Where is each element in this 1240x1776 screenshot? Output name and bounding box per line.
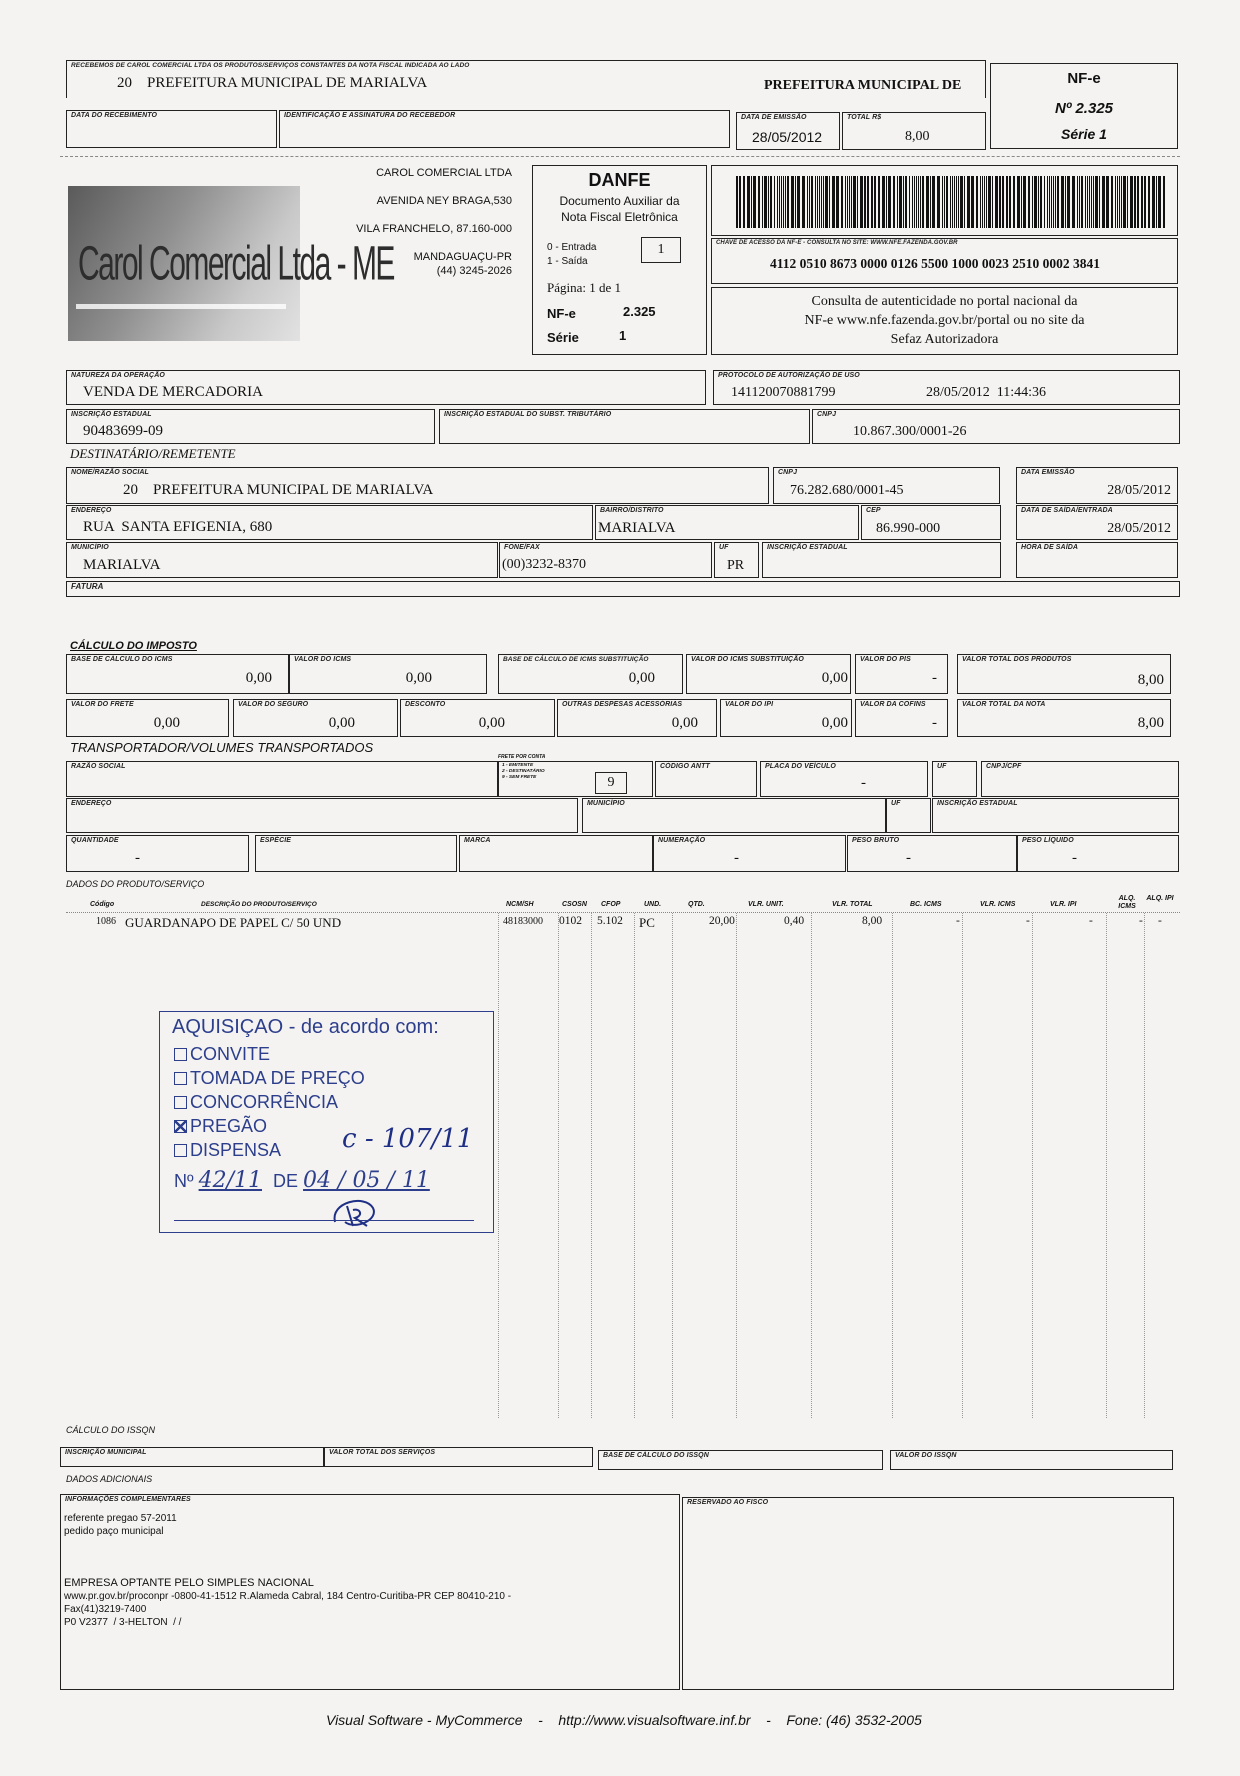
stamp-option-convite: CONVITE <box>174 1044 270 1065</box>
issuer-phone: (44) 3245-2026 <box>436 265 512 277</box>
vehicle-plate: - <box>861 775 866 791</box>
icms-st: 0,00 <box>821 670 848 686</box>
protocol-number: 141120070881799 <box>731 385 836 400</box>
recipient-exit-date-box: DATA DE SAÍDA/ENTRADA 28/05/2012 <box>1016 505 1178 540</box>
brand-box: MARCA <box>459 835 653 872</box>
receipt-date-box: DATA DO RECEBIMENTO <box>66 110 277 148</box>
col-total: VLR. TOTAL <box>832 901 873 908</box>
col-qty: QTD. <box>688 901 705 908</box>
authenticity-box: Consulta de autenticidade no portal nacional da NF-e www.nfe.fazenda.gov.br/portal ou no site da Sefaz Autorizadora <box>711 287 1178 355</box>
col-ipi: VLR. IPI <box>1050 901 1077 908</box>
products-table <box>66 895 1180 1425</box>
services-total-box: VALOR TOTAL DOS SERVIÇOS <box>324 1447 593 1467</box>
item-aliq-icms: - <box>1139 915 1143 927</box>
recipient-cnpj-box: CNPJ 76.282.680/0001-45 <box>773 467 1000 504</box>
state-registration: 90483699-09 <box>83 423 163 439</box>
icms-st-box: VALOR DO ICMS SUBSTITUIÇÃO 0,00 <box>686 654 851 694</box>
company-logo-text: Carol Comercial Ltda - ME <box>78 238 394 291</box>
receipt-emission-date: 28/05/2012 <box>752 129 823 145</box>
issqn-base-box: BASE DE CÁLCULO DO ISSQN <box>598 1450 883 1470</box>
stamp-option-pregao: PREGÃO <box>174 1116 267 1137</box>
danfe-title: DANFE <box>588 170 651 190</box>
receipt-nfe-box <box>990 63 1178 149</box>
freight-payer: FRETE POR CONTA 1 - EMITENTE 2 - DESTINATÁRIO 9 - SEM FRETE 9 <box>498 754 653 797</box>
receipt-nfe-number: Nº 2.325 <box>1054 100 1113 117</box>
gross-weight-box: PESO BRUTO - <box>847 835 1017 872</box>
receipt-total-box: TOTAL R$ 8,00 <box>842 112 986 150</box>
barcode-icon <box>736 176 1196 228</box>
net-weight: - <box>1072 850 1077 866</box>
tax-section-title: CÁLCULO DO IMPOSTO <box>70 640 197 652</box>
transport-section-title: TRANSPORTADOR/VOLUMES TRANSPORTADOS <box>70 740 374 755</box>
receipt-signature-box: IDENTIFICAÇÃO E ASSINATURA DO RECEBEDOR <box>279 110 730 148</box>
recipient-uf: PR <box>727 558 745 573</box>
recipient-name: 20 PREFEITURA MUNICIPAL DE MARIALVA <box>123 482 434 498</box>
numbering-box: NUMERAÇÃO - <box>653 835 846 872</box>
col-bc-icms: BC. ICMS <box>910 901 942 908</box>
item-ncm: 48183000 <box>503 916 543 927</box>
issuer-info <box>312 166 512 278</box>
freight-payer-value: 9 <box>595 772 627 794</box>
receipt-recipient: 20 PREFEITURA MUNICIPAL DE MARIALVA <box>117 75 428 91</box>
protocol-date: 28/05/2012 11:44:36 <box>926 385 1047 400</box>
antt-box: CÓDIGO ANTT <box>655 761 757 797</box>
footer-software: Visual Software - MyCommerce <box>325 1712 523 1728</box>
bc-st-box: BASE DE CÁLCULO DE ICMS SUBSTITUIÇÃO 0,00 <box>498 654 683 694</box>
danfe-box <box>532 165 707 355</box>
item-unit: PC <box>639 915 655 930</box>
bc-icms: 0,00 <box>245 670 272 686</box>
cofins-box: VALOR DA COFINS - <box>855 699 948 737</box>
products-total: 8,00 <box>1137 672 1164 688</box>
stamp-title: AQUISIÇAO - de acordo com: <box>172 1016 439 1038</box>
danfe-subtitle-2: Nota Fiscal Eletrônica <box>561 210 678 224</box>
carrier-name-box: RAZÃO SOCIAL <box>66 761 498 797</box>
recipient-district: MARIALVA <box>598 520 676 536</box>
info-line: EMPRESA OPTANTE PELO SIMPLES NACIONAL <box>64 1577 314 1589</box>
discount-value: 0,00 <box>478 715 505 731</box>
stamp-date: 04 / 05 / 11 <box>303 1168 430 1193</box>
item-ipi: - <box>1089 915 1093 927</box>
recipient-address-box: ENDEREÇO RUA SANTA EFIGENIA, 680 <box>66 505 593 540</box>
danfe-series-label: Série <box>547 330 579 345</box>
invoice-box: FATURA <box>66 581 1180 597</box>
recipient-uf-box: UF PR <box>714 542 759 578</box>
logo-underline <box>76 304 286 309</box>
complementary-info-box: INFORMAÇÕES COMPLEMENTARES referente pregao 57-2011 pedido paço municipal EMPRESA OPTANTE PELO SIMPLES NACIONAL www.pr.gov.br/proconpr -0800-41-1512 R.Alameda Cabral, 184 Centro-Curitiba-PR CEP 80410-210 - Fax(41)3219-7400 P0 V2377 / 3-HELTON / / <box>60 1494 680 1690</box>
stamp-option-concorrencia: CONCORRÊNCIA <box>174 1092 338 1113</box>
recipient-phone: (00)3232-8370 <box>502 557 586 572</box>
item-cfop: 5.102 <box>597 915 623 927</box>
other-expenses-box: OUTRAS DESPESAS ACESSÓRIAS 0,00 <box>557 699 717 737</box>
danfe-saida: 1 - Saída <box>547 256 588 267</box>
recipient-exit-time-box: HORA DE SAÍDA <box>1016 542 1178 578</box>
procurement-stamp <box>159 1011 494 1233</box>
danfe-type-box: 1 <box>641 237 681 263</box>
recipient-district-box: BAIRRO/DISTRITO MARIALVA <box>595 505 859 540</box>
issuer-cnpj-box: CNPJ 10.867.300/0001-26 <box>812 409 1180 444</box>
col-aliq-ipi: ALQ. IPI <box>1146 895 1174 902</box>
convite-checkbox <box>174 1048 187 1061</box>
info-line: referente pregao 57-2011 <box>64 1513 177 1524</box>
danfe-nfe-label: NF-e <box>547 306 576 321</box>
operation-nature: VENDA DE MERCADORIA <box>83 384 263 400</box>
stamp-option-tomada: TOMADA DE PREÇO <box>174 1068 365 1089</box>
ipi-box: VALOR DO IPI 0,00 <box>720 699 852 737</box>
item-total: 8,00 <box>862 915 883 927</box>
receipt-emission-date-box: DATA DE EMISSÃO 28/05/2012 <box>736 112 840 150</box>
discount-box: DESCONTO 0,00 <box>400 699 555 737</box>
pis-value: - <box>932 670 937 686</box>
stamp-number: 42/11 <box>198 1168 262 1193</box>
protocol-box: PROTOCOLO DE AUTORIZAÇÃO DE USO 141120070881799 28/05/2012 11:44:36 <box>713 370 1180 405</box>
stamp-handwritten-ref: c - 107/11 <box>342 1124 474 1154</box>
receipt-short-destination: PREFEITURA MUNICIPAL DE <box>764 78 962 93</box>
freight-value: 0,00 <box>153 715 180 731</box>
col-csosn: CSOSN <box>562 901 587 908</box>
item-bc-icms: - <box>956 915 960 927</box>
col-description: DESCRIÇÃO DO PRODUTO/SERVIÇO <box>201 901 317 908</box>
issuer-district: VILA FRANCHELO, 87.160-000 <box>356 223 512 235</box>
complementary-info-text <box>64 1512 511 1629</box>
item-description: GUARDANAPO DE PAPEL C/ 50 UND <box>125 915 342 930</box>
receipt-nfe-label: NF-e <box>1067 70 1101 87</box>
volume-numbering: - <box>734 850 739 866</box>
issuer-city: MANDAGUAÇU-PR <box>413 251 512 263</box>
additional-section-title: DADOS ADICIONAIS <box>66 1474 153 1484</box>
col-cfop: CFOP <box>601 901 621 908</box>
col-code: Código <box>90 901 115 908</box>
invoice-total-box: VALOR TOTAL DA NOTA 8,00 <box>957 699 1171 737</box>
tax-office-reserved-box: RESERVADO AO FISCO <box>682 1497 1174 1690</box>
gross-weight: - <box>906 850 911 866</box>
item-code: 1086 <box>96 916 116 927</box>
info-line: P0 V2377 / 3-HELTON / / <box>64 1617 182 1628</box>
danfe-entrada: 0 - Entrada <box>547 242 597 253</box>
icms-box: VALOR DO ICMS 0,00 <box>289 654 487 694</box>
state-registration-box: INSCRIÇÃO ESTADUAL 90483699-09 <box>66 409 435 444</box>
info-line: pedido paço municipal <box>64 1526 164 1537</box>
col-unit: UND. <box>644 901 662 908</box>
access-key: 4112 0510 8673 0000 0126 5500 1000 0023 2510 0002 3841 <box>770 256 1101 271</box>
recipient-cep-box: CEP 86.990-000 <box>861 505 1001 540</box>
cut-line <box>60 156 1180 157</box>
col-icms: VLR. ICMS <box>980 901 1016 908</box>
bc-st: 0,00 <box>628 670 655 686</box>
recipient-cep: 86.990-000 <box>876 521 941 536</box>
footer: Visual Software - MyCommerce - http://www.visualsoftware.inf.br - Fone: (46) 3532-2005 <box>325 1712 922 1728</box>
table-header-rule <box>66 912 1180 913</box>
recipient-ie-box: INSCRIÇÃO ESTADUAL <box>762 542 1001 578</box>
item-csosn: 0102 <box>559 915 582 927</box>
quantity-box: QUANTIDADE - <box>66 835 249 872</box>
recipient-address: RUA SANTA EFIGENIA, 680 <box>83 519 273 535</box>
col-aliq-icms: ALQ. ICMS <box>1118 895 1136 910</box>
products-section-title: DADOS DO PRODUTO/SERVIÇO <box>66 879 205 889</box>
icms-value: 0,00 <box>405 670 432 686</box>
footer-url: http://www.visualsoftware.inf.br <box>558 1712 751 1728</box>
municipal-registration-box: INSCRIÇÃO MUNICIPAL <box>60 1447 324 1467</box>
info-line: www.pr.gov.br/proconpr -0800-41-1512 R.Alameda Cabral, 184 Centro-Curitiba-PR CEP 80410-210 - <box>64 1591 512 1602</box>
info-line: Fax(41)3219-7400 <box>64 1604 147 1615</box>
recipient-city: MARIALVA <box>83 557 161 573</box>
st-registration-box: INSCRIÇÃO ESTADUAL DO SUBST. TRIBUTÁRIO <box>439 409 810 444</box>
col-ncm: NCM/SH <box>506 901 534 908</box>
signature-icon <box>325 1192 385 1232</box>
issuer-name: CAROL COMERCIAL LTDA <box>376 167 512 179</box>
danfe-subtitle-1: Documento Auxiliar da <box>559 194 680 208</box>
species-box: ESPÉCIE <box>255 835 457 872</box>
net-weight-box: PESO LÍQUIDO - <box>1017 835 1179 872</box>
carrier-cnpj-box: CNPJ/CPF <box>981 761 1179 797</box>
carrier-address-box: ENDEREÇO <box>66 798 578 833</box>
invoice-total: 8,00 <box>1137 715 1164 731</box>
tomada-checkbox <box>174 1072 187 1085</box>
receipt-stub <box>66 60 986 98</box>
recipient-name-box: NOME/RAZÃO SOCIAL 20 PREFEITURA MUNICIPAL DE MARIALVA <box>66 467 769 504</box>
stamp-number-line: Nº 42/11 DE 04 / 05 / 11 <box>174 1168 430 1193</box>
carrier-ie-box: INSCRIÇÃO ESTADUAL <box>932 798 1179 833</box>
company-logo <box>68 186 394 341</box>
insurance-box: VALOR DO SEGURO 0,00 <box>233 699 398 737</box>
products-total-box: VALOR TOTAL DOS PRODUTOS 8,00 <box>957 654 1171 694</box>
carrier-uf2-box: UF <box>886 798 931 833</box>
recipient-section-title: DESTINATÁRIO/REMETENTE <box>70 446 236 461</box>
item-icms: - <box>1026 915 1030 927</box>
recipient-phone-box: FONE/FAX (00)3232-8370 <box>499 542 712 578</box>
recipient-exit-date: 28/05/2012 <box>1107 521 1171 536</box>
recipient-city-box: MUNICÍPIO MARIALVA <box>66 542 498 578</box>
concorrencia-checkbox <box>174 1096 187 1109</box>
issqn-value-box: VALOR DO ISSQN <box>890 1450 1173 1470</box>
access-key-box: CHAVE DE ACESSO DA NF-E - CONSULTA NO SITE: WWW.NFE.FAZENDA.GOV.BR 4112 0510 8673 0000 0126 5500 1000 0023 2510 0002 3841 <box>711 238 1178 284</box>
cofins-value: - <box>932 715 937 731</box>
carrier-city-box: MUNICÍPIO <box>582 798 886 833</box>
issqn-section-title: CÁLCULO DO ISSQN <box>66 1425 156 1435</box>
danfe-series-number: 1 <box>619 328 627 343</box>
issuer-address: AVENIDA NEY BRAGA,530 <box>376 195 512 207</box>
danfe-page: Página: 1 de 1 <box>547 280 622 295</box>
vehicle-plate-box: PLACA DO VEÍCULO - <box>760 761 928 797</box>
insurance-value: 0,00 <box>328 715 355 731</box>
dispensa-checkbox <box>174 1144 187 1157</box>
freight-box: VALOR DO FRETE 0,00 <box>66 699 229 737</box>
volume-quantity: - <box>135 850 140 866</box>
carrier-uf-box: UF <box>932 761 977 797</box>
receipt-total: 8,00 <box>905 129 930 144</box>
pregao-checkbox-checked <box>174 1120 187 1133</box>
recipient-emission-box: DATA EMISSÃO 28/05/2012 <box>1016 467 1178 504</box>
receipt-stub-label: RECEBEMOS DE CAROL COMERCIAL LTDA OS PRODUTOS/SERVIÇOS CONSTANTES DA NOTA FISCAL INDICADA AO LADO <box>71 62 470 69</box>
item-unit-price: 0,40 <box>784 915 805 927</box>
operation-nature-box: NATUREZA DA OPERAÇÃO VENDA DE MERCADORIA <box>66 370 706 405</box>
danfe-nfe-number: 2.325 <box>623 304 656 319</box>
issuer-cnpj: 10.867.300/0001-26 <box>853 424 967 439</box>
col-unit-price: VLR. UNIT. <box>748 901 784 908</box>
stamp-option-dispensa: DISPENSA <box>174 1140 281 1161</box>
other-expenses: 0,00 <box>671 715 698 731</box>
ipi-value: 0,00 <box>821 715 848 731</box>
item-aliq-ipi: - <box>1158 915 1162 927</box>
receipt-nfe-series: Série 1 <box>1061 126 1107 142</box>
table-row <box>66 915 1180 933</box>
stamp-bottom-line <box>174 1220 474 1221</box>
recipient-cnpj: 76.282.680/0001-45 <box>790 483 904 498</box>
footer-phone: Fone: (46) 3532-2005 <box>786 1712 922 1728</box>
pis-box: VALOR DO PIS - <box>855 654 948 694</box>
barcode-box <box>711 165 1178 236</box>
recipient-emission-date: 28/05/2012 <box>1107 483 1171 498</box>
bc-icms-box: BASE DE CÁLCULO DO ICMS 0,00 <box>66 654 289 694</box>
item-qty: 20,00 <box>709 915 735 927</box>
